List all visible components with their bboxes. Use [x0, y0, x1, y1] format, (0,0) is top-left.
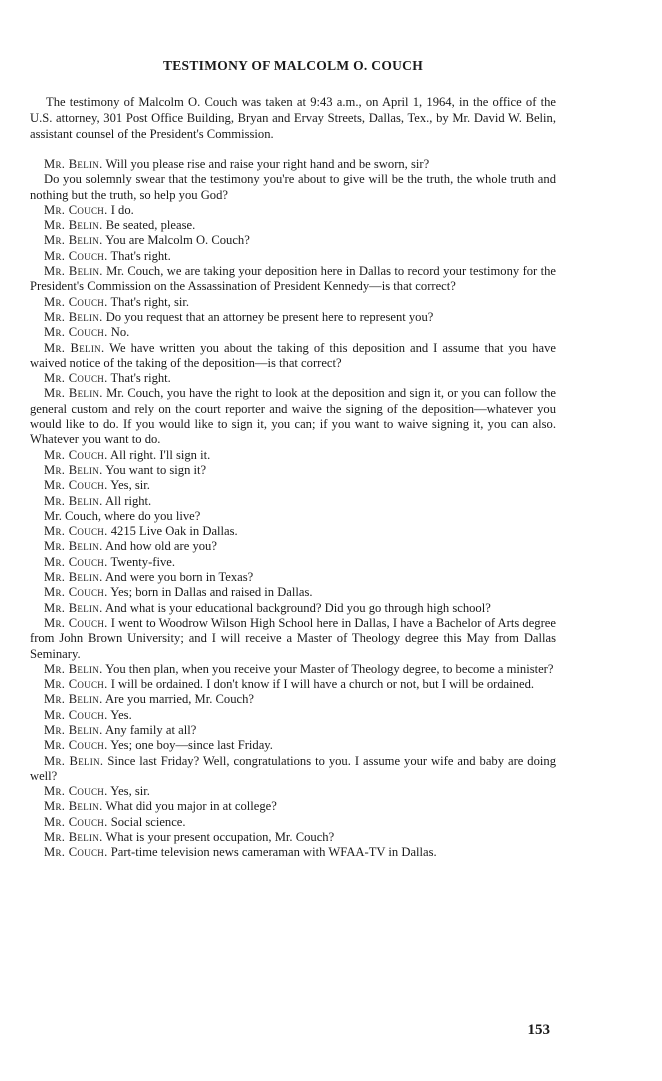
- transcript-paragraph: [30, 784, 556, 799]
- speaker-label: Mr. Couch.: [44, 447, 108, 462]
- speech-text: That's right.: [110, 371, 171, 386]
- speaker-label: Mr. Couch.: [44, 294, 108, 309]
- speech-text: Yes.: [110, 707, 132, 722]
- transcript-paragraph: [30, 249, 556, 264]
- speech-text: Social science.: [110, 814, 186, 829]
- transcript-paragraph: [30, 341, 556, 372]
- speech-text: You then plan, when you receive your Master of Theology degree, to become a minister?: [105, 661, 554, 676]
- speaker-label: Mr. Belin.: [44, 830, 103, 845]
- transcript-paragraph: [30, 218, 556, 233]
- speech-text: You want to sign it?: [105, 462, 207, 477]
- speech-text: And how old are you?: [105, 539, 217, 554]
- speaker-label: Mr. Belin.: [44, 340, 105, 355]
- speech-text: Do you solemnly swear that the testimony you're about to give will be the truth, the whole truth and nothing but the truth, so help you God?: [30, 172, 556, 202]
- speaker-label: Mr. Couch.: [44, 677, 108, 692]
- speech-text: I went to Woodrow Wilson High School here in Dallas, I have a Bachelor of Arts degree from John Brown University; and I will receive a Master of Theology degree this May from Dallas Seminary.: [30, 615, 556, 661]
- transcript-paragraph: [30, 616, 556, 662]
- document-page: [30, 58, 556, 861]
- speaker-label: Mr. Belin.: [44, 570, 103, 585]
- transcript-paragraph: [30, 172, 556, 203]
- speaker-label: Mr. Belin.: [44, 661, 103, 676]
- speech-text: Part-time television news cameraman with WFAA-TV in Dallas.: [110, 845, 437, 860]
- speech-text: You are Malcolm O. Couch?: [105, 233, 250, 248]
- transcript-paragraph: [30, 371, 556, 386]
- transcript-paragraph: [30, 463, 556, 478]
- speaker-label: Mr. Belin.: [44, 157, 103, 171]
- speaker-label: Mr. Belin.: [44, 264, 103, 279]
- speech-text: Yes; one boy—since last Friday.: [110, 738, 273, 753]
- speech-text: That's right, sir.: [110, 294, 190, 309]
- transcript-paragraph: [30, 738, 556, 753]
- speech-text: Twenty-five.: [110, 554, 175, 569]
- transcript-paragraph: [30, 555, 556, 570]
- transcript-paragraph: [30, 310, 556, 325]
- speaker-label: Mr. Couch.: [44, 325, 108, 340]
- speaker-label: Mr. Couch.: [44, 738, 108, 753]
- speech-text: What is your present occupation, Mr. Couch?: [105, 830, 335, 845]
- speaker-label: Mr. Couch.: [44, 524, 108, 539]
- transcript-paragraph: [30, 662, 556, 677]
- speech-text: What did you major in at college?: [105, 799, 277, 814]
- transcript-paragraph: [30, 448, 556, 463]
- transcript-paragraph: [30, 509, 556, 524]
- speaker-label: Mr. Belin.: [44, 799, 103, 814]
- transcript-paragraph: [30, 539, 556, 554]
- transcript-paragraph: [30, 677, 556, 692]
- transcript-paragraph: [30, 830, 556, 845]
- speaker-label: Mr. Couch.: [44, 784, 108, 799]
- speech-text: Are you married, Mr. Couch?: [105, 692, 255, 707]
- transcript-paragraph: [30, 494, 556, 509]
- speech-text: Be seated, please.: [105, 218, 196, 233]
- speaker-label: Mr. Belin.: [44, 218, 103, 233]
- speech-text: And were you born in Texas?: [105, 570, 254, 585]
- speech-text: I do.: [110, 202, 134, 217]
- speech-text: Yes, sir.: [110, 784, 150, 799]
- speech-text: Any family at all?: [105, 722, 197, 737]
- speech-text: Since last Friday? Well, congratulations to you. I assume your wife and baby are doing well?: [30, 753, 556, 783]
- transcript-paragraph: [30, 601, 556, 616]
- speaker-label: Mr. Couch.: [44, 554, 108, 569]
- speaker-label: Mr. Couch.: [44, 585, 108, 600]
- speaker-label: Mr. Belin.: [44, 462, 103, 477]
- speech-text: We have written you about the taking of this deposition and I assume that you have waived notice of the taking of the deposition—is that correct?: [30, 340, 556, 370]
- speech-text: All right.: [105, 493, 152, 508]
- speaker-label: Mr. Belin.: [44, 753, 104, 768]
- transcript-paragraph: [30, 585, 556, 600]
- speaker-label: Mr. Belin.: [44, 722, 103, 737]
- intro-paragraph: The testimony of Malcolm O. Couch was taken at 9:43 a.m., on April 1, 1964, in the office of the U.S. attorney, 301 Post Office Building, Bryan and Ervay Streets, Dallas, Tex., by Mr. David W. Belin, assistant counsel of the President's Commission.: [30, 95, 556, 141]
- transcript-paragraph: [30, 478, 556, 493]
- speaker-label: Mr. Couch.: [44, 707, 108, 722]
- speaker-label: Mr. Belin.: [44, 309, 103, 324]
- speech-text: All right. I'll sign it.: [110, 447, 211, 462]
- transcript-paragraph: [30, 203, 556, 218]
- speech-text: I will be ordained. I don't know if I will have a church or not, but I will be ordained.: [110, 677, 535, 692]
- speech-text: Do you request that an attorney be present here to represent you?: [105, 309, 434, 324]
- speech-text: Mr. Couch, we are taking your deposition here in Dallas to record your testimony for the President's Commission on the Assassination of President Kennedy—is that correct?: [30, 264, 556, 294]
- page-title: TESTIMONY OF MALCOLM O. COUCH: [162, 58, 424, 73]
- speech-text: Yes; born in Dallas and raised in Dallas.: [110, 585, 313, 600]
- transcript-paragraph: [30, 570, 556, 585]
- transcript-paragraph: [30, 799, 556, 814]
- speaker-label: Mr. Belin.: [44, 386, 103, 401]
- transcript-paragraph: [30, 754, 556, 785]
- speech-text: Yes, sir.: [110, 478, 150, 493]
- speech-text: 4215 Live Oak in Dallas.: [110, 524, 238, 539]
- transcript: [30, 157, 556, 861]
- speaker-label: Mr. Couch.: [44, 615, 108, 630]
- transcript-paragraph: [30, 295, 556, 310]
- speaker-label: Mr. Couch.: [44, 814, 108, 829]
- speaker-label: Mr. Belin.: [44, 539, 103, 554]
- speech-text: Mr. Couch, you have the right to look at the deposition and sign it, or you can follow the general custom and rely on the court reporter and waive the signing of the deposition—whatever you would like to do. If you would like to sign it, you can; if you want to waive signing it, you can also. Whatever you want to do.: [30, 386, 556, 447]
- transcript-paragraph: [30, 233, 556, 248]
- speech-text: No.: [110, 325, 130, 340]
- transcript-paragraph: [30, 692, 556, 707]
- speech-text: That's right.: [110, 248, 171, 263]
- speaker-label: Mr. Couch.: [44, 371, 108, 386]
- speaker-label: Mr. Belin.: [44, 692, 103, 707]
- transcript-paragraph: [30, 524, 556, 539]
- speech-text: Will you please rise and raise your right hand and be sworn, sir?: [105, 157, 430, 171]
- transcript-paragraph: [30, 815, 556, 830]
- transcript-paragraph: [30, 845, 556, 860]
- page-number: 153: [527, 1022, 550, 1038]
- speech-text: Mr. Couch, where do you live?: [44, 508, 201, 523]
- speech-text: And what is your educational background? Did you go through high school?: [105, 600, 491, 615]
- speaker-label: Mr. Couch.: [44, 845, 108, 860]
- speaker-label: Mr. Belin.: [44, 233, 103, 248]
- transcript-paragraph: [30, 723, 556, 738]
- transcript-paragraph: [30, 264, 556, 295]
- speaker-label: Mr. Couch.: [44, 202, 108, 217]
- transcript-paragraph: [30, 157, 556, 172]
- speaker-label: Mr. Belin.: [44, 493, 103, 508]
- speaker-label: Mr. Couch.: [44, 248, 108, 263]
- transcript-paragraph: [30, 708, 556, 723]
- speaker-label: Mr. Couch.: [44, 478, 108, 493]
- speaker-label: Mr. Belin.: [44, 600, 103, 615]
- transcript-paragraph: [30, 386, 556, 447]
- transcript-paragraph: [30, 325, 556, 340]
